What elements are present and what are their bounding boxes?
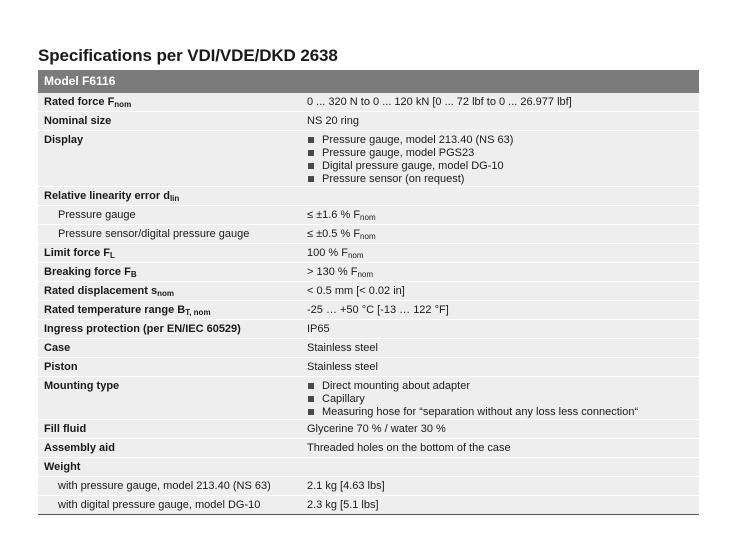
label-text: Rated force F bbox=[44, 96, 115, 108]
label-subscript: L bbox=[110, 251, 115, 260]
label-cell: Pressure sensor/digital pressure gauge bbox=[38, 225, 301, 244]
list-item: Measuring hose for “separation without any loss less connection“ bbox=[307, 406, 693, 419]
label-cell bbox=[38, 301, 301, 320]
label-cell bbox=[38, 244, 301, 263]
value-cell: Threaded holes on the bottom of the case bbox=[301, 439, 699, 458]
list-item: Digital pressure gauge, model DG-10 bbox=[307, 160, 693, 173]
label-cell bbox=[38, 93, 301, 112]
value-cell: 2.1 kg [4.63 lbs] bbox=[301, 477, 699, 496]
row-weight-gauge bbox=[38, 477, 699, 496]
label-cell: Ingress protection (per EN/IEC 60529) bbox=[38, 320, 301, 339]
mounting-list bbox=[307, 380, 693, 419]
label-cell: Pressure gauge bbox=[38, 206, 301, 225]
value-cell bbox=[301, 225, 699, 244]
display-list bbox=[307, 134, 693, 186]
label-cell bbox=[38, 282, 301, 301]
row-pressure-sensor bbox=[38, 225, 699, 244]
value-subscript: nom bbox=[357, 270, 374, 279]
value-cell: Glycerine 70 % / water 30 % bbox=[301, 420, 699, 439]
label-text: Relative linearity error d bbox=[44, 190, 170, 202]
row-rated-displacement bbox=[38, 282, 699, 301]
list-item: Direct mounting about adapter bbox=[307, 380, 693, 393]
label-cell: with digital pressure gauge, model DG-10 bbox=[38, 496, 301, 515]
row-case bbox=[38, 339, 699, 358]
label-cell: Nominal size bbox=[38, 112, 301, 131]
label-text: Breaking force F bbox=[44, 266, 131, 278]
value-text: 100 % F bbox=[307, 247, 348, 259]
value-text: ≤ ±1.6 % F bbox=[307, 209, 361, 221]
label-cell: Assembly aid bbox=[38, 439, 301, 458]
label-subscript: nom bbox=[157, 289, 174, 298]
label-cell: Display bbox=[38, 131, 301, 187]
value-cell bbox=[301, 206, 699, 225]
value-cell bbox=[301, 263, 699, 282]
row-limit-force bbox=[38, 244, 699, 263]
label-text: Limit force F bbox=[44, 247, 111, 259]
value-subscript: nom bbox=[347, 251, 364, 260]
value-cell bbox=[301, 458, 699, 477]
specifications-table bbox=[38, 70, 699, 515]
value-cell bbox=[301, 377, 699, 420]
label-subscript: T, nom bbox=[185, 308, 211, 317]
label-text: Rated displacement s bbox=[44, 285, 158, 297]
row-piston bbox=[38, 358, 699, 377]
value-cell: NS 20 ring bbox=[301, 112, 699, 131]
row-fill-fluid bbox=[38, 420, 699, 439]
list-item: Pressure sensor (on request) bbox=[307, 173, 693, 186]
label-cell bbox=[38, 263, 301, 282]
list-item: Pressure gauge, model PGS23 bbox=[307, 147, 693, 160]
value-subscript: nom bbox=[360, 213, 376, 222]
label-text: Rated temperature range B bbox=[44, 304, 186, 316]
row-mounting-type bbox=[38, 377, 699, 420]
value-cell bbox=[301, 131, 699, 187]
row-assembly-aid bbox=[38, 439, 699, 458]
value-cell: 2.3 kg [5.1 lbs] bbox=[301, 496, 699, 515]
value-text: ≤ ±0.5 % F bbox=[307, 228, 361, 240]
value-cell: IP65 bbox=[301, 320, 699, 339]
value-text: > 130 % F bbox=[307, 266, 358, 278]
page-title: Specifications per VDI/VDE/DKD 2638 bbox=[38, 46, 338, 65]
row-breaking-force bbox=[38, 263, 699, 282]
value-subscript: nom bbox=[360, 232, 376, 241]
label-cell: Piston bbox=[38, 358, 301, 377]
value-cell bbox=[301, 187, 699, 206]
list-item: Pressure gauge, model 213.40 (NS 63) bbox=[307, 134, 693, 147]
label-cell: with pressure gauge, model 213.40 (NS 63) bbox=[38, 477, 301, 496]
table-header-row bbox=[38, 70, 699, 93]
row-nominal-size bbox=[38, 112, 699, 131]
value-cell: < 0.5 mm [< 0.02 in] bbox=[301, 282, 699, 301]
row-display bbox=[38, 131, 699, 187]
row-temperature-range bbox=[38, 301, 699, 320]
row-linearity bbox=[38, 187, 699, 206]
label-subscript: nom bbox=[114, 100, 132, 109]
row-ingress-protection bbox=[38, 320, 699, 339]
row-pressure-gauge bbox=[38, 206, 699, 225]
value-cell: -25 … +50 °C [-13 … 122 °F] bbox=[301, 301, 699, 320]
row-weight-digital bbox=[38, 496, 699, 515]
value-cell: Stainless steel bbox=[301, 339, 699, 358]
value-cell: 0 ... 320 N to 0 ... 120 kN [0 ... 72 lbf to 0 ... 26.977 lbf] bbox=[301, 93, 699, 112]
label-cell bbox=[38, 187, 301, 206]
label-cell: Fill fluid bbox=[38, 420, 301, 439]
label-subscript: B bbox=[130, 270, 137, 279]
table-header-model: Model F6116 bbox=[38, 70, 699, 93]
row-weight bbox=[38, 458, 699, 477]
value-cell bbox=[301, 244, 699, 263]
label-cell: Case bbox=[38, 339, 301, 358]
row-rated-force bbox=[38, 93, 699, 112]
value-cell: Stainless steel bbox=[301, 358, 699, 377]
list-item: Capillary bbox=[307, 393, 693, 406]
label-cell: Weight bbox=[38, 458, 301, 477]
label-subscript: lin bbox=[169, 194, 180, 203]
label-cell: Mounting type bbox=[38, 377, 301, 420]
